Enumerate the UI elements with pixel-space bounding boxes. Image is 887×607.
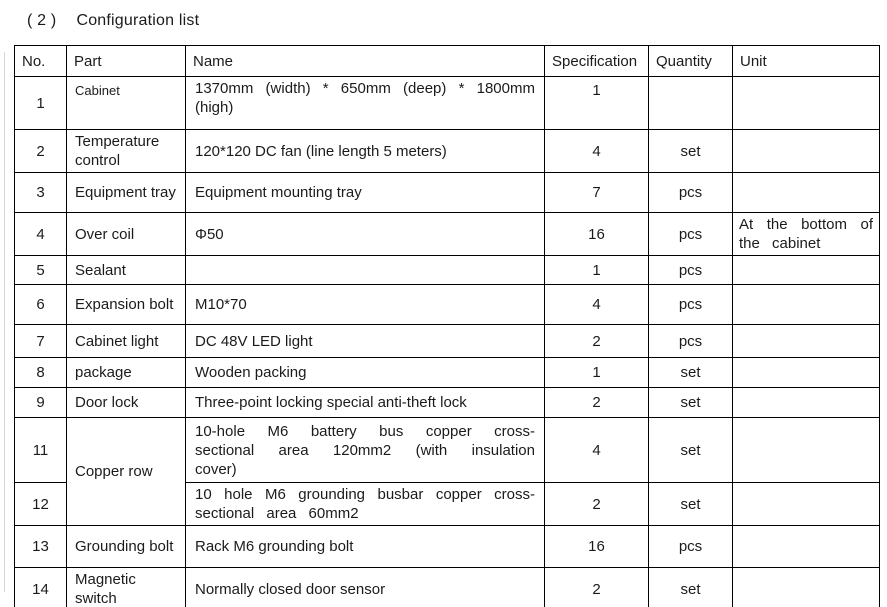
cell-no: 7 — [15, 325, 67, 358]
table-row — [15, 388, 880, 418]
cell-specification: 2 — [545, 388, 649, 418]
cell-no: 9 — [15, 388, 67, 418]
cell-unit — [733, 358, 880, 388]
cell-unit — [733, 173, 880, 213]
cell-name: DC 48V LED light — [186, 325, 545, 358]
table-row — [15, 77, 880, 130]
cell-no: 4 — [15, 213, 67, 256]
cell-part: Magnetic switch — [67, 568, 186, 607]
table-row — [15, 526, 880, 568]
cell-no: 1 — [15, 77, 67, 130]
col-header-name: Name — [186, 46, 545, 77]
cell-specification: 2 — [545, 483, 649, 526]
cell-specification: 1 — [545, 256, 649, 285]
cell-name: 10-hole M6 battery bus copper cross-sectional area 120mm2 (with insulation cover) — [186, 418, 545, 483]
title-text: Configuration list — [76, 12, 200, 29]
cell-no: 3 — [15, 173, 67, 213]
cell-quantity: set — [649, 568, 733, 607]
cell-specification: 4 — [545, 130, 649, 173]
col-header-unit: Unit — [733, 46, 880, 77]
cell-part-merged: Copper row — [67, 418, 186, 526]
cell-quantity: set — [649, 418, 733, 483]
cell-part: Door lock — [67, 388, 186, 418]
cell-quantity: set — [649, 358, 733, 388]
cell-specification: 2 — [545, 568, 649, 607]
cell-quantity: pcs — [649, 526, 733, 568]
col-header-part: Part — [67, 46, 186, 77]
col-header-quantity: Quantity — [649, 46, 733, 77]
table-row — [15, 213, 880, 256]
cell-unit — [733, 77, 880, 130]
cell-name: Wooden packing — [186, 358, 545, 388]
cell-unit: At the bottom of the cabinet — [733, 213, 880, 256]
cell-name: 10 hole M6 grounding busbar copper cross-sectional area 60mm2 — [186, 483, 545, 526]
cell-specification: 7 — [545, 173, 649, 213]
table-row — [15, 285, 880, 325]
title-number: ( 2 ) — [27, 12, 57, 29]
cell-part: Cabinet light — [67, 325, 186, 358]
cell-unit — [733, 130, 880, 173]
cell-unit — [733, 256, 880, 285]
cell-unit — [733, 325, 880, 358]
cell-specification: 16 — [545, 526, 649, 568]
cell-no: 14 — [15, 568, 67, 607]
cell-name: 1370mm (width) * 650mm (deep) * 1800mm (high) — [186, 77, 545, 130]
cell-part: Equipment tray — [67, 173, 186, 213]
cell-quantity: set — [649, 483, 733, 526]
header-row — [15, 46, 880, 77]
cell-unit — [733, 285, 880, 325]
cell-name: Three-point locking special anti-theft lock — [186, 388, 545, 418]
table-row — [15, 130, 880, 173]
cell-part: Expansion bolt — [67, 285, 186, 325]
cell-unit — [733, 526, 880, 568]
configuration-table — [14, 45, 880, 607]
cell-unit — [733, 388, 880, 418]
cell-part: Temperature control — [67, 130, 186, 173]
cell-unit — [733, 418, 880, 483]
cell-specification: 16 — [545, 213, 649, 256]
cell-part: Cabinet — [67, 77, 186, 130]
table-row — [15, 173, 880, 213]
table-row — [15, 325, 880, 358]
cell-specification: 1 — [545, 358, 649, 388]
cell-no: 11 — [15, 418, 67, 483]
cell-quantity: set — [649, 130, 733, 173]
cell-part: package — [67, 358, 186, 388]
cell-name: Φ50 — [186, 213, 545, 256]
table-row — [15, 568, 880, 607]
cell-quantity — [649, 77, 733, 130]
cell-name: Equipment mounting tray — [186, 173, 545, 213]
cell-specification: 4 — [545, 418, 649, 483]
cell-no: 5 — [15, 256, 67, 285]
cell-no: 8 — [15, 358, 67, 388]
cell-specification: 2 — [545, 325, 649, 358]
col-header-specification: Specification — [545, 46, 649, 77]
cell-name: Rack M6 grounding bolt — [186, 526, 545, 568]
cell-unit — [733, 483, 880, 526]
cell-part: Grounding bolt — [67, 526, 186, 568]
cell-no: 2 — [15, 130, 67, 173]
cell-no: 12 — [15, 483, 67, 526]
cell-specification: 1 — [545, 77, 649, 130]
page-edge-artifact — [4, 52, 5, 592]
page-title — [27, 12, 199, 30]
col-header-no: No. — [15, 46, 67, 77]
table-row — [15, 418, 880, 483]
cell-no: 13 — [15, 526, 67, 568]
cell-part: Sealant — [67, 256, 186, 285]
table-row — [15, 358, 880, 388]
cell-quantity: pcs — [649, 213, 733, 256]
cell-name: M10*70 — [186, 285, 545, 325]
cell-name: 120*120 DC fan (line length 5 meters) — [186, 130, 545, 173]
cell-part: Over coil — [67, 213, 186, 256]
cell-no: 6 — [15, 285, 67, 325]
table-header — [15, 46, 880, 77]
cell-specification: 4 — [545, 285, 649, 325]
cell-quantity: pcs — [649, 325, 733, 358]
cell-unit — [733, 568, 880, 607]
cell-quantity: pcs — [649, 256, 733, 285]
cell-quantity: pcs — [649, 285, 733, 325]
cell-quantity: pcs — [649, 173, 733, 213]
table-row — [15, 256, 880, 285]
cell-name — [186, 256, 545, 285]
cell-name: Normally closed door sensor — [186, 568, 545, 607]
cell-quantity: set — [649, 388, 733, 418]
